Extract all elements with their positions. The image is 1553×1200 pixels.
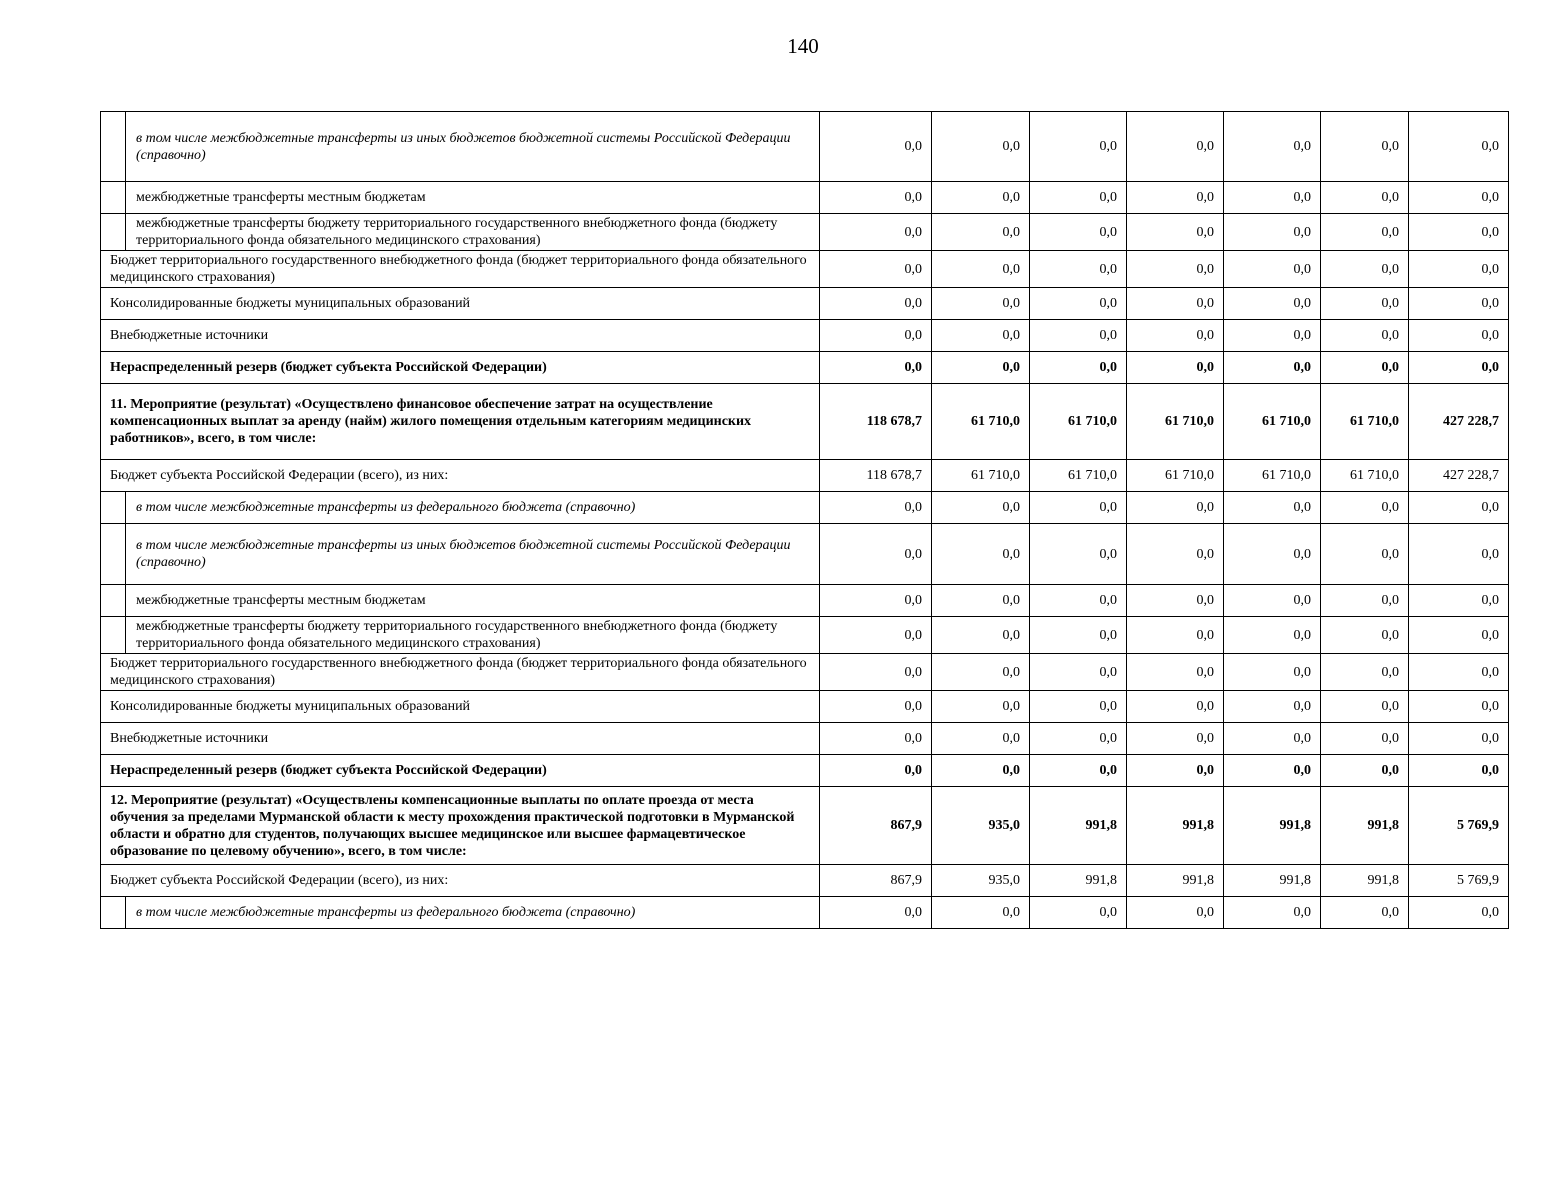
value-cell: 0,0 [1321, 182, 1409, 214]
value-cell: 0,0 [1224, 352, 1321, 384]
value-cell: 0,0 [1127, 214, 1224, 251]
value-cell: 61 710,0 [1321, 384, 1409, 460]
value-cell: 0,0 [1321, 585, 1409, 617]
value-cell: 0,0 [1409, 524, 1509, 585]
table-row [101, 691, 1509, 723]
table-row [101, 112, 1509, 182]
value-cell: 0,0 [1127, 182, 1224, 214]
value-cell: 0,0 [1321, 288, 1409, 320]
value-cell: 0,0 [1409, 320, 1509, 352]
value-cell: 0,0 [820, 352, 932, 384]
value-cell: 0,0 [932, 214, 1030, 251]
value-cell: 0,0 [1127, 617, 1224, 654]
table-row [101, 182, 1509, 214]
value-cell: 0,0 [1224, 897, 1321, 929]
value-cell: 991,8 [1321, 865, 1409, 897]
value-cell: 0,0 [820, 617, 932, 654]
value-cell: 0,0 [1224, 112, 1321, 182]
row-label: межбюджетные трансферты бюджету территориального государственного внебюджетного фонда (бюджету территориального фонда обязательного медицинского страхования) [126, 617, 820, 654]
value-cell: 0,0 [820, 182, 932, 214]
value-cell: 0,0 [820, 288, 932, 320]
value-cell: 0,0 [932, 352, 1030, 384]
value-cell: 0,0 [1224, 585, 1321, 617]
value-cell: 0,0 [1224, 691, 1321, 723]
row-label: в том числе межбюджетные трансферты из федерального бюджета (справочно) [126, 897, 820, 929]
value-cell: 0,0 [1224, 524, 1321, 585]
value-cell: 0,0 [1321, 251, 1409, 288]
value-cell: 0,0 [1409, 288, 1509, 320]
value-cell: 0,0 [1030, 352, 1127, 384]
value-cell: 991,8 [1224, 787, 1321, 865]
value-cell: 0,0 [932, 182, 1030, 214]
value-cell: 0,0 [820, 112, 932, 182]
value-cell: 0,0 [1409, 897, 1509, 929]
value-cell: 427 228,7 [1409, 460, 1509, 492]
value-cell: 0,0 [1409, 654, 1509, 691]
value-cell: 0,0 [1127, 112, 1224, 182]
value-cell: 0,0 [1409, 585, 1509, 617]
value-cell: 0,0 [1127, 251, 1224, 288]
value-cell: 0,0 [820, 251, 932, 288]
table-row [101, 384, 1509, 460]
value-cell: 61 710,0 [932, 384, 1030, 460]
value-cell: 0,0 [1224, 214, 1321, 251]
table-row [101, 585, 1509, 617]
value-cell: 0,0 [1030, 691, 1127, 723]
value-cell: 0,0 [1321, 492, 1409, 524]
value-cell: 0,0 [1409, 352, 1509, 384]
value-cell: 0,0 [1127, 352, 1224, 384]
table-row [101, 251, 1509, 288]
value-cell: 5 769,9 [1409, 787, 1509, 865]
value-cell: 427 228,7 [1409, 384, 1509, 460]
indent-cell [101, 182, 126, 214]
value-cell: 991,8 [1030, 865, 1127, 897]
value-cell: 0,0 [1224, 182, 1321, 214]
table-row [101, 865, 1509, 897]
page-number: 140 [787, 34, 819, 58]
value-cell: 0,0 [1030, 251, 1127, 288]
indent-cell [101, 617, 126, 654]
value-cell: 61 710,0 [1127, 384, 1224, 460]
value-cell: 0,0 [1127, 288, 1224, 320]
table-row [101, 288, 1509, 320]
value-cell: 0,0 [1409, 755, 1509, 787]
value-cell: 0,0 [1409, 112, 1509, 182]
value-cell: 118 678,7 [820, 460, 932, 492]
value-cell: 0,0 [1224, 320, 1321, 352]
value-cell: 0,0 [1224, 723, 1321, 755]
indent-cell [101, 112, 126, 182]
value-cell: 61 710,0 [1224, 384, 1321, 460]
table-row [101, 320, 1509, 352]
value-cell: 0,0 [1321, 654, 1409, 691]
value-cell: 0,0 [1030, 112, 1127, 182]
value-cell: 0,0 [932, 524, 1030, 585]
row-label: Внебюджетные источники [101, 320, 820, 352]
value-cell: 935,0 [932, 865, 1030, 897]
value-cell: 0,0 [932, 492, 1030, 524]
value-cell: 0,0 [1127, 691, 1224, 723]
value-cell: 0,0 [1127, 654, 1224, 691]
indent-cell [101, 897, 126, 929]
value-cell: 0,0 [1224, 492, 1321, 524]
table-row [101, 617, 1509, 654]
value-cell: 0,0 [1321, 691, 1409, 723]
row-label: межбюджетные трансферты местным бюджетам [126, 182, 820, 214]
value-cell: 0,0 [1321, 320, 1409, 352]
value-cell: 0,0 [1409, 723, 1509, 755]
value-cell: 0,0 [820, 214, 932, 251]
value-cell: 0,0 [1127, 897, 1224, 929]
row-label: в том числе межбюджетные трансферты из федерального бюджета (справочно) [126, 492, 820, 524]
value-cell: 61 710,0 [1030, 460, 1127, 492]
value-cell: 0,0 [1030, 524, 1127, 585]
value-cell: 0,0 [820, 691, 932, 723]
value-cell: 61 710,0 [1321, 460, 1409, 492]
indent-cell [101, 524, 126, 585]
value-cell: 0,0 [1127, 524, 1224, 585]
row-label: Бюджет территориального государственного внебюджетного фонда (бюджет территориального фонда обязательного медицинского страхования) [101, 654, 820, 691]
value-cell: 991,8 [1127, 865, 1224, 897]
row-label: в том числе межбюджетные трансферты из иных бюджетов бюджетной системы Российской Федерации (справочно) [126, 524, 820, 585]
value-cell: 0,0 [820, 492, 932, 524]
table-row [101, 787, 1509, 865]
row-label: Нераспределенный резерв (бюджет субъекта Российской Федерации) [101, 755, 820, 787]
table-row [101, 352, 1509, 384]
value-cell: 0,0 [1030, 492, 1127, 524]
value-cell: 0,0 [1321, 352, 1409, 384]
value-cell: 61 710,0 [932, 460, 1030, 492]
value-cell: 0,0 [932, 755, 1030, 787]
table-row [101, 460, 1509, 492]
value-cell: 0,0 [1224, 288, 1321, 320]
row-label: Консолидированные бюджеты муниципальных образований [101, 691, 820, 723]
value-cell: 0,0 [1409, 617, 1509, 654]
value-cell: 0,0 [1030, 585, 1127, 617]
value-cell: 0,0 [1321, 214, 1409, 251]
value-cell: 0,0 [1030, 723, 1127, 755]
value-cell: 0,0 [1409, 251, 1509, 288]
value-cell: 0,0 [1321, 112, 1409, 182]
indent-cell [101, 492, 126, 524]
value-cell: 0,0 [1030, 755, 1127, 787]
row-label: в том числе межбюджетные трансферты из иных бюджетов бюджетной системы Российской Федерации (справочно) [126, 112, 820, 182]
value-cell: 0,0 [932, 251, 1030, 288]
value-cell: 0,0 [932, 288, 1030, 320]
value-cell: 935,0 [932, 787, 1030, 865]
row-label: 11. Мероприятие (результат) «Осуществлено финансовое обеспечение затрат на осуществление компенсационных выплат за аренду (найм) жилого помещения отдельным категориям медицинских работников», всего, в том числе: [101, 384, 820, 460]
value-cell: 0,0 [932, 617, 1030, 654]
row-label: Бюджет субъекта Российской Федерации (всего), из них: [101, 865, 820, 897]
table-row [101, 755, 1509, 787]
table-row [101, 524, 1509, 585]
value-cell: 0,0 [1030, 897, 1127, 929]
value-cell: 0,0 [1224, 755, 1321, 787]
row-label: 12. Мероприятие (результат) «Осуществлены компенсационные выплаты по оплате проезда от места обучения за пределами Мурманской области к месту прохождения практической подготовки в Мурманской области и обратно для студентов, получающих высшее медицинское или высшее фармацевтическое образование по целевому обучению», всего, в том числе: [101, 787, 820, 865]
value-cell: 0,0 [1224, 617, 1321, 654]
table-row [101, 654, 1509, 691]
value-cell: 0,0 [932, 654, 1030, 691]
value-cell: 0,0 [1127, 320, 1224, 352]
value-cell: 0,0 [1409, 492, 1509, 524]
value-cell: 0,0 [932, 723, 1030, 755]
value-cell: 0,0 [1409, 214, 1509, 251]
value-cell: 0,0 [1224, 654, 1321, 691]
value-cell: 0,0 [1127, 723, 1224, 755]
value-cell: 0,0 [1321, 755, 1409, 787]
value-cell: 0,0 [932, 320, 1030, 352]
value-cell: 0,0 [820, 585, 932, 617]
value-cell: 0,0 [820, 320, 932, 352]
budget-table [100, 111, 1509, 929]
row-label: Нераспределенный резерв (бюджет субъекта Российской Федерации) [101, 352, 820, 384]
value-cell: 0,0 [1127, 585, 1224, 617]
value-cell: 0,0 [1224, 251, 1321, 288]
value-cell: 0,0 [1321, 617, 1409, 654]
value-cell: 0,0 [1127, 755, 1224, 787]
row-label: межбюджетные трансферты местным бюджетам [126, 585, 820, 617]
indent-cell [101, 214, 126, 251]
value-cell: 0,0 [1127, 492, 1224, 524]
value-cell: 61 710,0 [1030, 384, 1127, 460]
value-cell: 0,0 [932, 691, 1030, 723]
value-cell: 0,0 [932, 112, 1030, 182]
value-cell: 0,0 [1409, 691, 1509, 723]
row-label: Бюджет субъекта Российской Федерации (всего), из них: [101, 460, 820, 492]
value-cell: 61 710,0 [1224, 460, 1321, 492]
value-cell: 0,0 [1030, 288, 1127, 320]
value-cell: 991,8 [1224, 865, 1321, 897]
value-cell: 0,0 [1321, 897, 1409, 929]
value-cell: 0,0 [1030, 654, 1127, 691]
value-cell: 0,0 [932, 897, 1030, 929]
value-cell: 0,0 [1030, 214, 1127, 251]
value-cell: 991,8 [1127, 787, 1224, 865]
row-label: Внебюджетные источники [101, 723, 820, 755]
value-cell: 991,8 [1321, 787, 1409, 865]
value-cell: 61 710,0 [1127, 460, 1224, 492]
value-cell: 0,0 [1030, 182, 1127, 214]
value-cell: 0,0 [820, 524, 932, 585]
table-row [101, 897, 1509, 929]
value-cell: 867,9 [820, 865, 932, 897]
value-cell: 118 678,7 [820, 384, 932, 460]
table-row [101, 214, 1509, 251]
row-label: Консолидированные бюджеты муниципальных образований [101, 288, 820, 320]
value-cell: 0,0 [820, 654, 932, 691]
value-cell: 0,0 [820, 897, 932, 929]
value-cell: 867,9 [820, 787, 932, 865]
indent-cell [101, 585, 126, 617]
value-cell: 991,8 [1030, 787, 1127, 865]
value-cell: 0,0 [1321, 723, 1409, 755]
value-cell: 0,0 [820, 755, 932, 787]
value-cell: 0,0 [1030, 617, 1127, 654]
value-cell: 0,0 [1030, 320, 1127, 352]
value-cell: 5 769,9 [1409, 865, 1509, 897]
value-cell: 0,0 [1409, 182, 1509, 214]
table-body [101, 112, 1509, 929]
row-label: Бюджет территориального государственного внебюджетного фонда (бюджет территориального фонда обязательного медицинского страхования) [101, 251, 820, 288]
table-row [101, 492, 1509, 524]
value-cell: 0,0 [932, 585, 1030, 617]
table-row [101, 723, 1509, 755]
value-cell: 0,0 [820, 723, 932, 755]
row-label: межбюджетные трансферты бюджету территориального государственного внебюджетного фонда (бюджету территориального фонда обязательного медицинского страхования) [126, 214, 820, 251]
value-cell: 0,0 [1321, 524, 1409, 585]
